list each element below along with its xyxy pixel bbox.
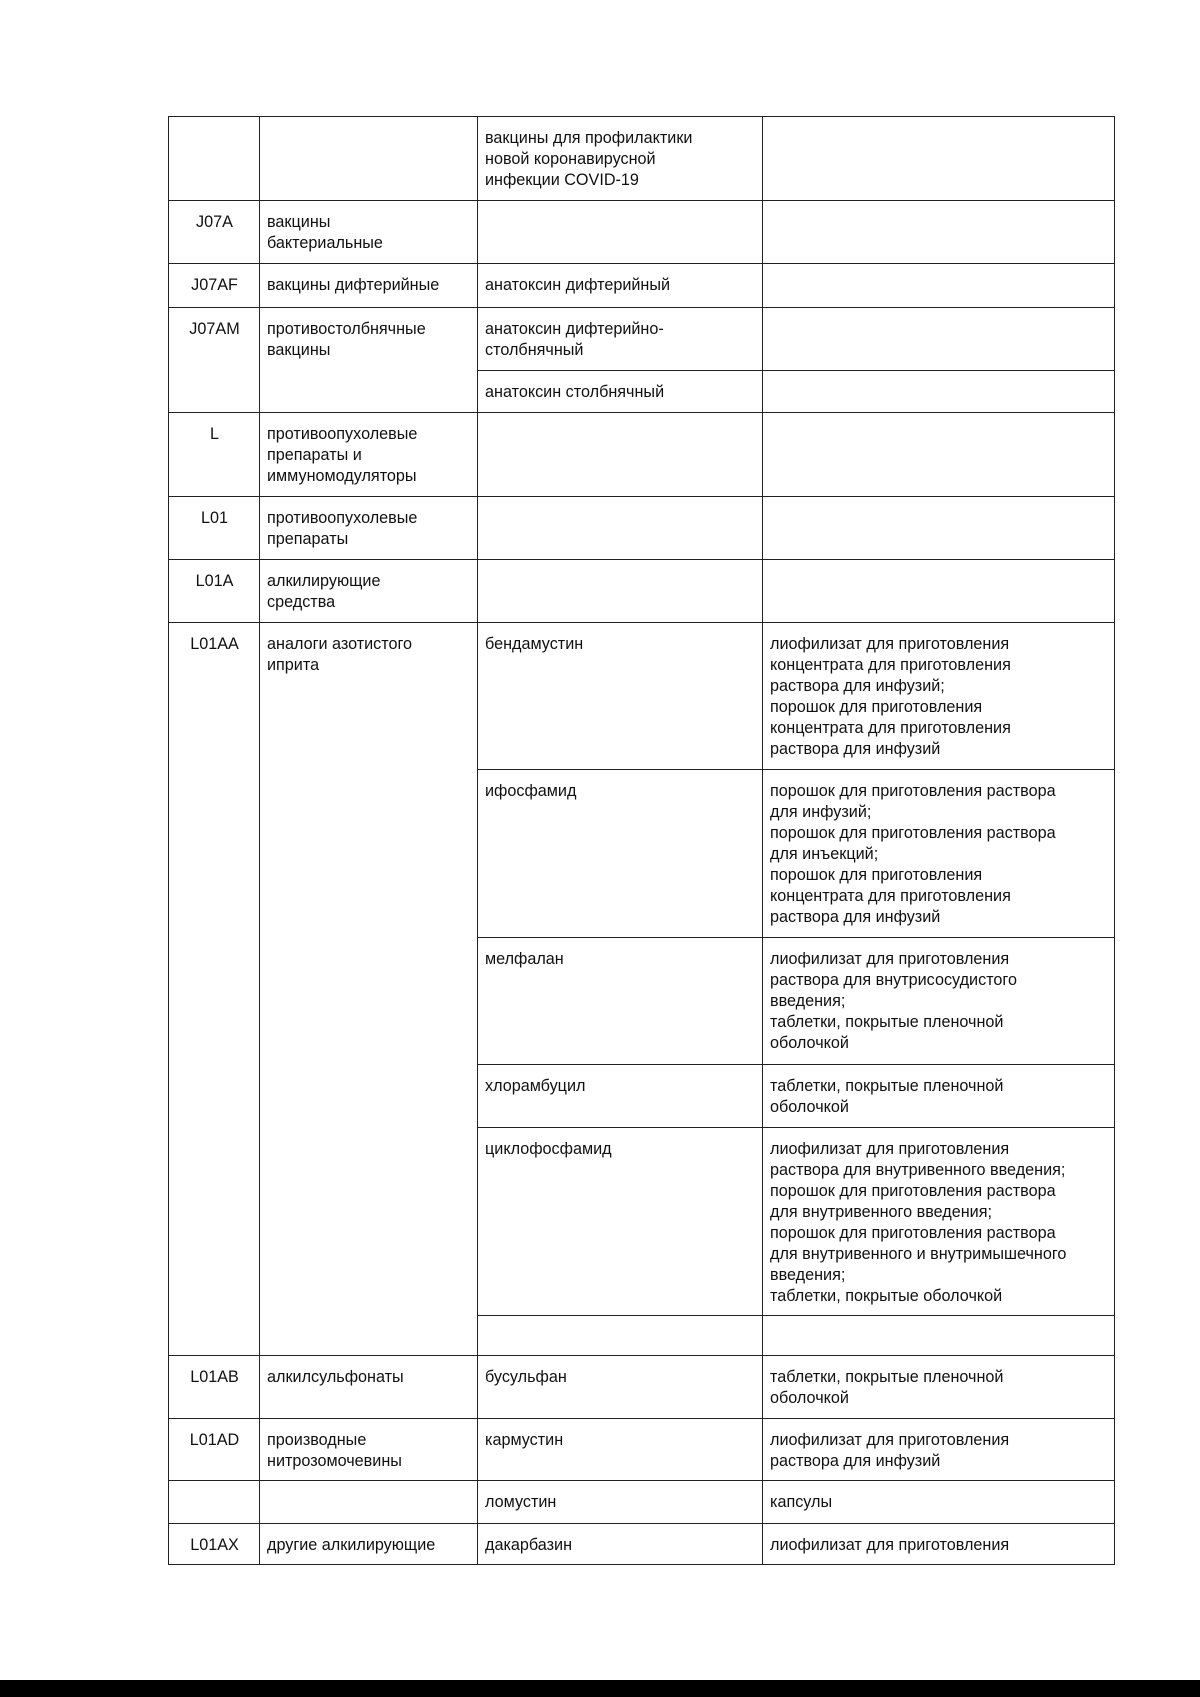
atc-group-cell: производные нитрозомочевины [260,1419,478,1481]
dosage-form-cell: таблетки, покрытые пленочной оболочкой [763,1356,1115,1419]
dosage-form-cell: лиофилизат для приготовления раствора для инфузий [763,1419,1115,1481]
substance-cell: ифосфамид [478,770,763,938]
dosage-form-cell [763,264,1115,308]
substance-cell [478,201,763,264]
dosage-form-cell: лиофилизат для приготовления концентрата для приготовления раствора для инфузий; порошок для приготовления концентрата для приготовления раствора для инфузий [763,623,1115,770]
dosage-form-cell: таблетки, покрытые пленочной оболочкой [763,1065,1115,1128]
atc-code-cell: L01 [169,497,260,560]
atc-code-cell: L01AD [169,1419,260,1481]
dosage-form-cell [763,371,1115,413]
substance-cell: циклофосфамид [478,1128,763,1316]
substance-cell: вакцины для профилактики новой коронавирусной инфекции COVID-19 [478,117,763,201]
substance-cell: кармустин [478,1419,763,1481]
atc-group-cell: алкилсульфонаты [260,1356,478,1419]
table-row [169,1481,1115,1524]
atc-code-cell: J07A [169,201,260,264]
atc-group-cell: противоопухолевые препараты [260,497,478,560]
dosage-form-cell [763,497,1115,560]
substance-cell: дакарбазин [478,1524,763,1565]
substance-cell [478,560,763,623]
table-row [169,264,1115,308]
table-row [169,117,1115,201]
table-row [169,1419,1115,1481]
atc-group-cell: вакцины дифтерийные [260,264,478,308]
dosage-form-cell [763,560,1115,623]
substance-cell: мелфалан [478,938,763,1065]
table-row [169,201,1115,264]
atc-code-cell: J07AM [169,308,260,413]
atc-group-cell: противостолбнячные вакцины [260,308,478,413]
dosage-form-cell [763,1316,1115,1356]
atc-group-cell: алкилирующие средства [260,560,478,623]
atc-group-cell: противоопухолевые препараты и иммуномодуляторы [260,413,478,497]
table-row [169,623,1115,770]
table-row [169,413,1115,497]
dosage-form-cell: капсулы [763,1481,1115,1524]
dosage-form-cell [763,117,1115,201]
atc-code-cell: L [169,413,260,497]
dosage-form-cell: лиофилизат для приготовления [763,1524,1115,1565]
atc-code-cell: L01AB [169,1356,260,1419]
dosage-form-cell [763,413,1115,497]
substance-cell: анатоксин дифтерийно- столбнячный [478,308,763,371]
atc-group-cell: другие алкилирующие [260,1524,478,1565]
dosage-form-cell [763,201,1115,264]
substance-cell: хлорамбуцил [478,1065,763,1128]
dosage-form-cell: лиофилизат для приготовления раствора для внутрисосудистого введения; таблетки, покрытые пленочной оболочкой [763,938,1115,1065]
dosage-form-cell [763,308,1115,371]
atc-code-cell: L01AX [169,1524,260,1565]
atc-code-cell: J07AF [169,264,260,308]
dosage-form-cell: лиофилизат для приготовления раствора для внутривенного введения; порошок для приготовления раствора для внутривенного введения; порошок для приготовления раствора для внутривенного и внутримышечного введения; таблетки, покрытые оболочкой [763,1128,1115,1316]
atc-group-cell [260,1481,478,1524]
substance-cell: анатоксин столбнячный [478,371,763,413]
substance-cell [478,1316,763,1356]
substance-cell: бусульфан [478,1356,763,1419]
substance-cell [478,497,763,560]
dosage-form-cell: порошок для приготовления раствора для инфузий; порошок для приготовления раствора для инъекций; порошок для приготовления концентрата для приготовления раствора для инфузий [763,770,1115,938]
atc-code-cell [169,117,260,201]
table-row [169,497,1115,560]
atc-group-cell: вакцины бактериальные [260,201,478,264]
scan-bottom-edge [0,1680,1200,1697]
atc-group-cell: аналоги азотистого иприта [260,623,478,1356]
substance-cell: анатоксин дифтерийный [478,264,763,308]
substance-cell: ломустин [478,1481,763,1524]
table-row [169,1356,1115,1419]
substance-cell [478,413,763,497]
atc-code-cell: L01A [169,560,260,623]
atc-group-cell [260,117,478,201]
drug-register-table [168,116,1115,1565]
atc-code-cell [169,1481,260,1524]
atc-code-cell: L01AA [169,623,260,1356]
table-row [169,308,1115,371]
table-row [169,560,1115,623]
substance-cell: бендамустин [478,623,763,770]
table-row [169,1524,1115,1565]
